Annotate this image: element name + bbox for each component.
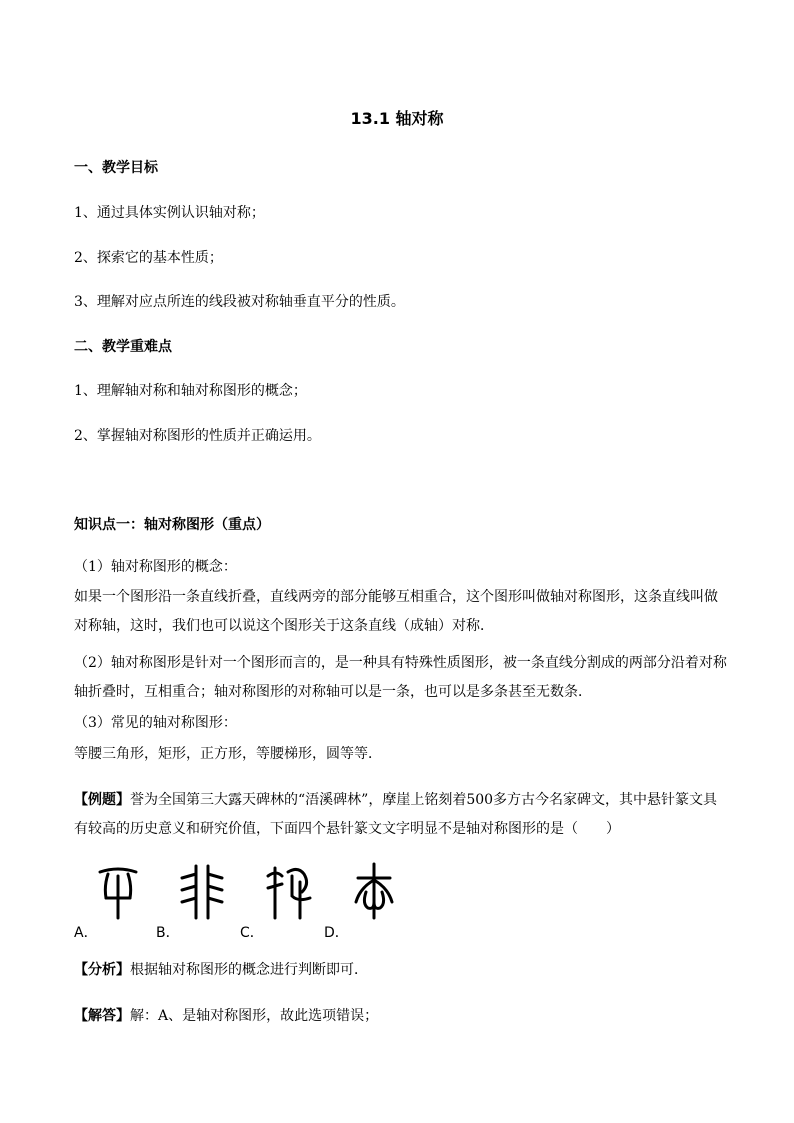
option-label-b: B．	[156, 925, 180, 941]
section-heading-goals: 一、教学目标	[74, 160, 158, 176]
goal-item-2: 2、探索它的基本性质；	[74, 250, 223, 266]
knowledge-p4: （3）常见的轴对称图形：	[74, 715, 237, 731]
answer-tag: 【解答】	[74, 1008, 130, 1024]
example-paragraph	[74, 786, 728, 844]
seal-glyph-a-icon	[94, 862, 142, 920]
goal-item-3: 3、理解对应点所连的线段被对称轴垂直平分的性质。	[74, 294, 405, 310]
knowledge-p5: 等腰三角形，矩形，正方形，等腰梯形，圆等等．	[74, 746, 382, 762]
option-label-c: C．	[240, 925, 264, 941]
example-text: 誉为全国第三大露天碑林的“浯溪碑林”，摩崖上铭刻着500多方古今名家碑文，其中悬针篆文具有较高的历史意义和研究价值，下面四个悬针篆文文字明显不是轴对称图形的是（ ）	[74, 792, 718, 837]
answer-text: 解：A、是轴对称图形，故此选项错误；	[130, 1008, 379, 1024]
option-label-d: D．	[324, 925, 349, 941]
page-title: 13.1 轴对称	[350, 109, 444, 128]
analysis-text: 根据轴对称图形的概念进行判断即可．	[130, 962, 368, 978]
section-heading-key-points: 二、教学重难点	[74, 339, 172, 355]
goal-item-1: 1、通过具体实例认识轴对称；	[74, 205, 265, 221]
key-point-item-2: 2、掌握轴对称图形的性质并正确运用。	[74, 428, 321, 444]
example-tag: 【例题】	[74, 792, 130, 808]
analysis-line	[74, 960, 368, 980]
knowledge-p2: 如果一个图形沿一条直线折叠，直线两旁的部分能够互相重合，这个图形叫做轴对称图形，这条直线叫做对称轴，这时，我们也可以说这个图形关于这条直线（成轴）对称．	[74, 589, 718, 634]
answer-line	[74, 1006, 378, 1026]
knowledge-p3: （2）轴对称图形是针对一个图形而言的，是一种具有特殊性质图形，被一条直线分割成的两部分沿着对称轴折叠时，互相重合；轴对称图形的对称轴可以是一条，也可以是多条甚至无数条．	[74, 655, 727, 700]
seal-glyph-b-icon	[178, 862, 226, 920]
key-point-item-1: 1、理解轴对称和轴对称图形的概念；	[74, 383, 307, 399]
knowledge-heading: 知识点一：轴对称图形（重点）	[74, 517, 270, 533]
seal-glyph-d-icon	[350, 862, 398, 920]
seal-glyph-c-icon	[264, 862, 316, 920]
analysis-tag: 【分析】	[74, 962, 130, 978]
option-label-a: A．	[74, 925, 98, 941]
example-options	[74, 862, 394, 942]
knowledge-p1: （1）轴对称图形的概念：	[74, 559, 237, 575]
